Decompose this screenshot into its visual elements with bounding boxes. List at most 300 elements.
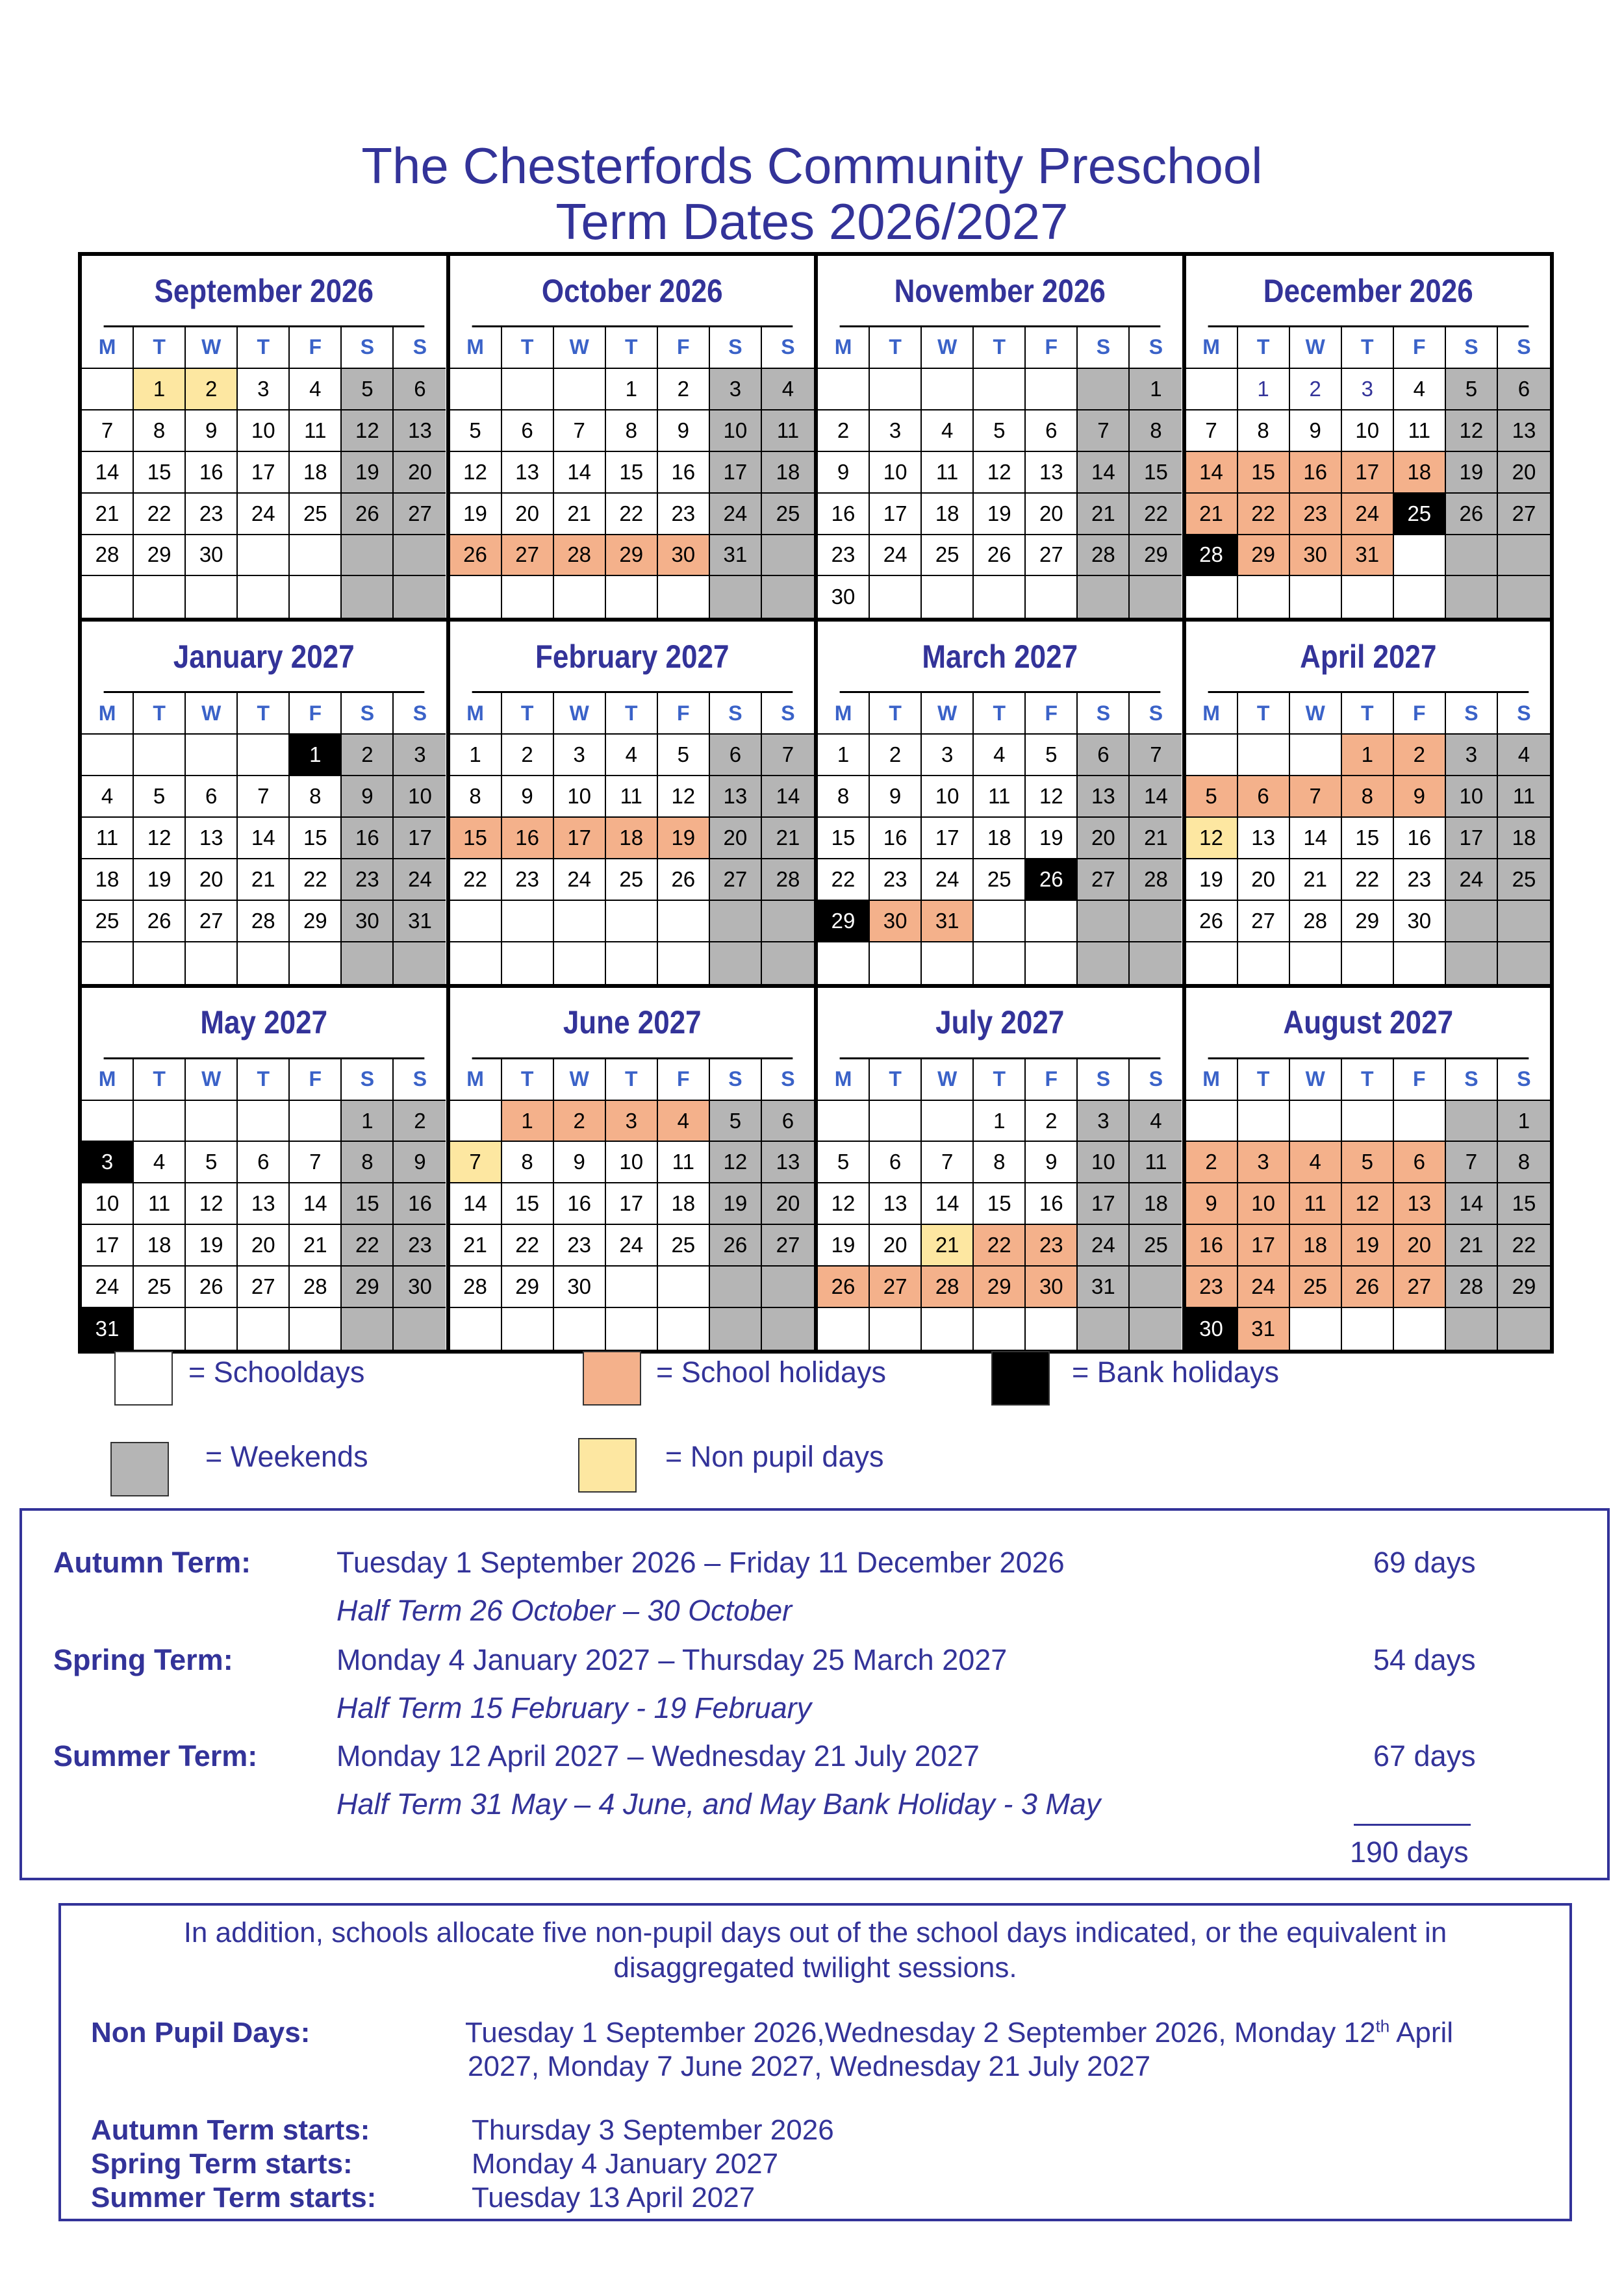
weekday-label: T [974, 693, 1026, 735]
day-cell: 21 [1078, 494, 1130, 535]
weekday-label: M [82, 1059, 134, 1101]
day-cell: 21 [1130, 818, 1182, 859]
empty-day-cell [1130, 1267, 1182, 1308]
day-cell: 12 [342, 410, 394, 452]
day-cell: 30 [658, 535, 710, 577]
empty-day-cell [762, 576, 814, 618]
weekday-label: T [870, 1059, 922, 1101]
weekday-label: S [1078, 327, 1130, 369]
weekday-label: F [658, 1059, 710, 1101]
day-cell: 7 [762, 735, 814, 776]
empty-day-cell [450, 901, 502, 942]
weekday-label: S [394, 1059, 446, 1101]
day-cell: 29 [974, 1267, 1026, 1308]
empty-day-cell [1342, 1308, 1394, 1350]
empty-day-cell [922, 576, 974, 618]
weekday-label: M [450, 327, 502, 369]
day-cell: 19 [342, 452, 394, 494]
day-cell: 30 [342, 901, 394, 942]
autumn-term-days: 69 days [1373, 1546, 1476, 1579]
day-cell: 29 [502, 1267, 554, 1308]
day-cell: 2 [818, 410, 870, 452]
month-day-grid [818, 693, 1182, 983]
spring-start-label: Spring Term starts: [91, 2148, 353, 2180]
weekday-label: S [1078, 693, 1130, 735]
day-cell: 1 [134, 369, 186, 410]
day-cell: 15 [342, 1183, 394, 1225]
day-cell: 28 [290, 1267, 342, 1308]
day-cell: 8 [290, 776, 342, 818]
day-cell: 3 [1078, 1101, 1130, 1142]
empty-day-cell [1290, 1101, 1342, 1142]
weekday-label: T [134, 1059, 186, 1101]
autumn-term-label: Autumn Term: [53, 1546, 251, 1579]
day-cell: 25 [290, 494, 342, 535]
day-cell: 18 [1498, 818, 1550, 859]
month-title: September 2026 [104, 256, 424, 327]
day-cell: 21 [922, 1225, 974, 1267]
empty-day-cell [342, 1308, 394, 1350]
day-cell: 5 [450, 410, 502, 452]
empty-day-cell [1498, 942, 1550, 984]
day-cell: 29 [1342, 901, 1394, 942]
empty-day-cell [342, 535, 394, 577]
month-panel [818, 256, 1182, 618]
weekday-label: S [342, 1059, 394, 1101]
weekday-label: W [554, 1059, 606, 1101]
total-days: 190 days [1350, 1836, 1469, 1869]
empty-day-cell [1186, 369, 1238, 410]
weekday-label: S [762, 693, 814, 735]
empty-day-cell [1446, 576, 1498, 618]
day-cell: 22 [1342, 859, 1394, 901]
day-cell: 7 [1130, 735, 1182, 776]
day-cell: 15 [974, 1183, 1026, 1225]
weekday-label: F [1026, 693, 1078, 735]
day-cell: 6 [502, 410, 554, 452]
day-cell: 27 [1026, 535, 1078, 577]
day-cell: 25 [1498, 859, 1550, 901]
empty-day-cell [1186, 942, 1238, 984]
empty-day-cell [1446, 942, 1498, 984]
empty-day-cell [134, 942, 186, 984]
weekday-label: T [502, 693, 554, 735]
day-cell: 12 [186, 1183, 238, 1225]
day-cell: 29 [606, 535, 658, 577]
day-cell: 11 [82, 818, 134, 859]
day-cell: 6 [238, 1142, 290, 1183]
weekday-label: T [238, 693, 290, 735]
day-cell: 24 [394, 859, 446, 901]
weekday-label: S [710, 1059, 762, 1101]
empty-day-cell [290, 1308, 342, 1350]
day-cell: 26 [658, 859, 710, 901]
weekday-label: W [922, 327, 974, 369]
empty-day-cell [82, 576, 134, 618]
day-cell: 7 [238, 776, 290, 818]
weekday-label: S [710, 327, 762, 369]
day-cell: 14 [82, 452, 134, 494]
summer-start-date: Tuesday 13 April 2027 [472, 2182, 755, 2214]
month-panel [818, 622, 1182, 983]
day-cell: 26 [450, 535, 502, 577]
empty-day-cell [450, 942, 502, 984]
empty-day-cell [1342, 1101, 1394, 1142]
spring-start-date: Monday 4 January 2027 [472, 2148, 779, 2180]
day-cell: 27 [502, 535, 554, 577]
weekday-label: F [1026, 327, 1078, 369]
weekday-label: F [1394, 693, 1446, 735]
day-cell: 25 [1130, 1225, 1182, 1267]
day-cell: 25 [1290, 1267, 1342, 1308]
empty-day-cell [450, 576, 502, 618]
day-cell: 4 [1290, 1142, 1342, 1183]
legend-schooldays-swatch [114, 1351, 173, 1406]
month-panel [450, 256, 815, 618]
day-cell: 10 [710, 410, 762, 452]
weekday-label: S [342, 327, 394, 369]
day-cell: 31 [1078, 1267, 1130, 1308]
day-cell: 19 [818, 1225, 870, 1267]
day-cell: 27 [1394, 1267, 1446, 1308]
day-cell: 9 [1290, 410, 1342, 452]
day-cell: 7 [1078, 410, 1130, 452]
day-cell: 4 [974, 735, 1026, 776]
day-cell: 23 [818, 535, 870, 577]
day-cell: 3 [1238, 1142, 1290, 1183]
empty-day-cell [134, 576, 186, 618]
empty-day-cell [1078, 369, 1130, 410]
empty-day-cell [1446, 901, 1498, 942]
day-cell: 29 [1130, 535, 1182, 577]
info-intro-line1: In addition, schools allocate five non-pupil days out of the school days indicated, or the equivalent in [183, 1917, 1447, 1949]
legend-holidays-label: = School holidays [656, 1356, 886, 1389]
weekday-label: W [1290, 693, 1342, 735]
day-cell: 22 [606, 494, 658, 535]
empty-day-cell [1446, 1101, 1498, 1142]
day-cell: 25 [82, 901, 134, 942]
non-pupil-days-line1 [465, 2016, 1453, 2050]
day-cell: 8 [974, 1142, 1026, 1183]
day-cell: 20 [238, 1225, 290, 1267]
day-cell: 18 [658, 1183, 710, 1225]
empty-day-cell [974, 901, 1026, 942]
day-cell: 17 [606, 1183, 658, 1225]
day-cell: 21 [1290, 859, 1342, 901]
empty-day-cell [762, 942, 814, 984]
empty-day-cell [870, 942, 922, 984]
month-title: November 2026 [840, 256, 1160, 327]
day-cell: 17 [554, 818, 606, 859]
weekday-label: T [1342, 327, 1394, 369]
day-cell: 5 [1186, 776, 1238, 818]
day-cell: 29 [818, 901, 870, 942]
day-cell: 10 [1446, 776, 1498, 818]
day-cell: 13 [1078, 776, 1130, 818]
non-pupil-days-label: Non Pupil Days: [91, 2017, 311, 2049]
empty-day-cell [1130, 901, 1182, 942]
empty-day-cell [658, 901, 710, 942]
day-cell: 3 [922, 735, 974, 776]
info-intro-line2: disaggregated twilight sessions. [613, 1952, 1017, 1984]
weekday-label: W [922, 693, 974, 735]
empty-day-cell [606, 942, 658, 984]
day-cell: 27 [1238, 901, 1290, 942]
day-cell: 11 [1290, 1183, 1342, 1225]
day-cell: 22 [1130, 494, 1182, 535]
day-cell: 8 [1130, 410, 1182, 452]
weekday-label: M [1186, 327, 1238, 369]
day-cell: 27 [870, 1267, 922, 1308]
page-subtitle: Term Dates 2026/2027 [555, 193, 1069, 250]
day-cell: 28 [450, 1267, 502, 1308]
empty-day-cell [554, 369, 606, 410]
day-cell: 7 [1446, 1142, 1498, 1183]
day-cell: 2 [658, 369, 710, 410]
weekday-label: M [1186, 693, 1238, 735]
day-cell: 27 [394, 494, 446, 535]
day-cell: 4 [82, 776, 134, 818]
autumn-term-dates: Tuesday 1 September 2026 – Friday 11 December 2026 [336, 1546, 1065, 1579]
day-cell: 22 [450, 859, 502, 901]
empty-day-cell [1446, 1308, 1498, 1350]
empty-day-cell [922, 942, 974, 984]
empty-day-cell [134, 1308, 186, 1350]
day-cell: 10 [870, 452, 922, 494]
day-cell: 6 [1394, 1142, 1446, 1183]
month-title: March 2027 [840, 622, 1160, 693]
day-cell: 30 [1186, 1308, 1238, 1350]
empty-day-cell [974, 942, 1026, 984]
empty-day-cell [1026, 901, 1078, 942]
month-panel [82, 622, 446, 983]
month-panel [1186, 622, 1551, 983]
weekday-label: W [186, 693, 238, 735]
day-cell: 15 [450, 818, 502, 859]
day-cell: 2 [342, 735, 394, 776]
day-cell: 19 [974, 494, 1026, 535]
weekday-label: S [1498, 327, 1550, 369]
weekday-label: M [818, 327, 870, 369]
day-cell: 8 [450, 776, 502, 818]
day-cell: 5 [658, 735, 710, 776]
empty-day-cell [1290, 576, 1342, 618]
empty-day-cell [186, 735, 238, 776]
month-day-grid [818, 327, 1182, 618]
day-cell: 3 [82, 1142, 134, 1183]
day-cell: 12 [1446, 410, 1498, 452]
day-cell: 18 [922, 494, 974, 535]
legend-bank-swatch [991, 1351, 1050, 1406]
empty-day-cell [870, 1308, 922, 1350]
summer-term-label: Summer Term: [53, 1739, 258, 1772]
day-cell: 29 [342, 1267, 394, 1308]
day-cell: 21 [554, 494, 606, 535]
empty-day-cell [818, 1101, 870, 1142]
day-cell: 16 [186, 452, 238, 494]
day-cell: 11 [762, 410, 814, 452]
day-cell: 27 [762, 1225, 814, 1267]
summer-half-term: Half Term 31 May – 4 June, and May Bank Holiday - 3 May [336, 1787, 1101, 1821]
summer-term-dates: Monday 12 April 2027 – Wednesday 21 July 2027 [336, 1739, 980, 1772]
empty-day-cell [394, 535, 446, 577]
day-cell: 24 [1078, 1225, 1130, 1267]
day-cell: 20 [1498, 452, 1550, 494]
empty-day-cell [450, 1308, 502, 1350]
weekday-label: W [186, 327, 238, 369]
day-cell: 25 [922, 535, 974, 577]
day-cell: 23 [502, 859, 554, 901]
day-cell: 19 [450, 494, 502, 535]
day-cell: 17 [82, 1225, 134, 1267]
day-cell: 6 [762, 1101, 814, 1142]
autumn-start-date: Thursday 3 September 2026 [472, 2114, 834, 2146]
weekday-label: T [1342, 1059, 1394, 1101]
empty-day-cell [1394, 576, 1446, 618]
day-cell: 13 [186, 818, 238, 859]
autumn-half-term: Half Term 26 October – 30 October [336, 1594, 793, 1627]
weekday-label: W [186, 1059, 238, 1101]
day-cell: 15 [1498, 1183, 1550, 1225]
day-cell: 5 [1342, 1142, 1394, 1183]
empty-day-cell [502, 369, 554, 410]
day-cell: 9 [502, 776, 554, 818]
weekday-label: F [1394, 327, 1446, 369]
day-cell: 2 [554, 1101, 606, 1142]
empty-day-cell [658, 576, 710, 618]
day-cell: 24 [554, 859, 606, 901]
day-cell: 19 [1446, 452, 1498, 494]
empty-day-cell [1026, 369, 1078, 410]
day-cell: 26 [1026, 859, 1078, 901]
empty-day-cell [186, 1308, 238, 1350]
day-cell: 23 [658, 494, 710, 535]
day-cell: 9 [1394, 776, 1446, 818]
day-cell: 13 [870, 1183, 922, 1225]
weekday-label: S [1130, 1059, 1182, 1101]
day-cell: 18 [82, 859, 134, 901]
day-cell: 16 [870, 818, 922, 859]
day-cell: 25 [974, 859, 1026, 901]
empty-day-cell [1238, 576, 1290, 618]
day-cell: 13 [1394, 1183, 1446, 1225]
empty-day-cell [1238, 1101, 1290, 1142]
month-day-grid [450, 327, 815, 618]
empty-day-cell [1130, 1308, 1182, 1350]
day-cell: 3 [1446, 735, 1498, 776]
empty-day-cell [1394, 535, 1446, 577]
empty-day-cell [554, 1308, 606, 1350]
day-cell: 15 [606, 452, 658, 494]
day-cell: 13 [710, 776, 762, 818]
day-cell: 13 [394, 410, 446, 452]
day-cell: 21 [1446, 1225, 1498, 1267]
day-cell: 4 [606, 735, 658, 776]
day-cell: 1 [502, 1101, 554, 1142]
day-cell: 17 [238, 452, 290, 494]
day-cell: 3 [606, 1101, 658, 1142]
day-cell: 12 [134, 818, 186, 859]
day-cell: 18 [606, 818, 658, 859]
day-cell: 2 [1290, 369, 1342, 410]
weekday-label: T [974, 327, 1026, 369]
day-cell: 22 [1238, 494, 1290, 535]
day-cell: 5 [818, 1142, 870, 1183]
empty-day-cell [710, 1308, 762, 1350]
day-cell: 10 [922, 776, 974, 818]
day-cell: 30 [554, 1267, 606, 1308]
day-cell: 10 [554, 776, 606, 818]
day-cell: 23 [1290, 494, 1342, 535]
day-cell: 1 [342, 1101, 394, 1142]
day-cell: 4 [134, 1142, 186, 1183]
day-cell: 8 [342, 1142, 394, 1183]
day-cell: 23 [554, 1225, 606, 1267]
day-cell: 2 [186, 369, 238, 410]
empty-day-cell [238, 576, 290, 618]
empty-day-cell [134, 735, 186, 776]
legend-weekends-swatch [110, 1442, 169, 1496]
day-cell: 5 [1446, 369, 1498, 410]
day-cell: 1 [1130, 369, 1182, 410]
day-cell: 9 [658, 410, 710, 452]
day-cell: 31 [922, 901, 974, 942]
day-cell: 20 [870, 1225, 922, 1267]
day-cell: 23 [342, 859, 394, 901]
day-cell: 16 [658, 452, 710, 494]
spring-term-dates: Monday 4 January 2027 – Thursday 25 March 2027 [336, 1643, 1008, 1676]
day-cell: 22 [1498, 1225, 1550, 1267]
day-cell: 10 [1078, 1142, 1130, 1183]
day-cell: 29 [1498, 1267, 1550, 1308]
weekday-label: T [134, 693, 186, 735]
day-cell: 11 [606, 776, 658, 818]
day-cell: 15 [134, 452, 186, 494]
weekday-label: T [974, 1059, 1026, 1101]
day-cell: 4 [762, 369, 814, 410]
weekday-label: T [134, 327, 186, 369]
weekday-label: S [1130, 327, 1182, 369]
day-cell: 14 [1446, 1183, 1498, 1225]
legend-nonpupil-swatch [578, 1438, 637, 1493]
day-cell: 4 [290, 369, 342, 410]
day-cell: 5 [710, 1101, 762, 1142]
day-cell: 14 [554, 452, 606, 494]
day-cell: 17 [710, 452, 762, 494]
weekday-label: W [922, 1059, 974, 1101]
day-cell: 16 [1026, 1183, 1078, 1225]
empty-day-cell [818, 942, 870, 984]
day-cell: 13 [762, 1142, 814, 1183]
empty-day-cell [1186, 1101, 1238, 1142]
empty-day-cell [238, 942, 290, 984]
weekday-label: S [762, 1059, 814, 1101]
day-cell: 16 [1394, 818, 1446, 859]
day-cell: 29 [1238, 535, 1290, 577]
day-cell: 8 [134, 410, 186, 452]
empty-day-cell [82, 1101, 134, 1142]
day-cell: 7 [1290, 776, 1342, 818]
weekday-label: M [818, 693, 870, 735]
empty-day-cell [290, 942, 342, 984]
autumn-start-label: Autumn Term starts: [91, 2114, 370, 2146]
day-cell: 1 [818, 735, 870, 776]
day-cell: 10 [1342, 410, 1394, 452]
day-cell: 24 [1238, 1267, 1290, 1308]
empty-day-cell [974, 576, 1026, 618]
legend-holidays-swatch [583, 1351, 641, 1406]
day-cell: 2 [1026, 1101, 1078, 1142]
